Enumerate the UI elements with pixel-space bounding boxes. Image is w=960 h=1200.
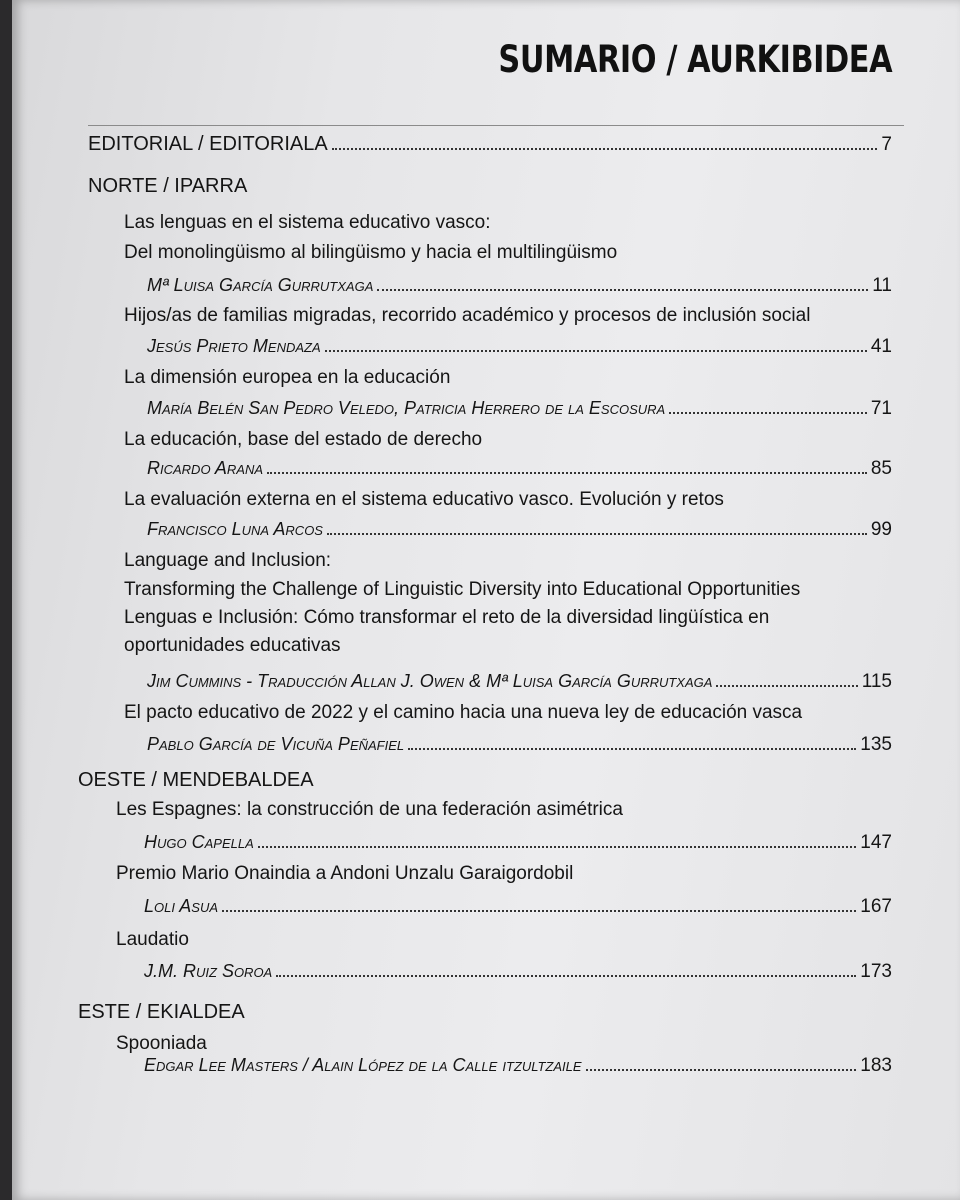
author-name: J.M. Ruiz Soroa	[144, 961, 273, 981]
toc-title	[116, 862, 573, 886]
toc-entry-author[interactable]	[144, 894, 892, 919]
toc-title	[124, 304, 810, 328]
title-text: El pacto educativo de 2022 y el camino hacia una nueva ley de educación vasca	[124, 702, 803, 723]
dot-leader	[408, 748, 856, 750]
section-heading-label: OESTE / MENDEBALDEA	[78, 769, 314, 791]
title-text: La dimensión europea en la educación	[124, 367, 451, 388]
toc-entry-editorial[interactable]	[88, 132, 892, 157]
dot-leader	[258, 846, 857, 848]
page-number: 71	[870, 398, 892, 419]
dot-leader	[586, 1069, 857, 1071]
toc-entry-author[interactable]	[147, 517, 892, 542]
page-number: 183	[860, 1055, 892, 1076]
toc-title	[124, 211, 491, 235]
dot-leader	[377, 289, 868, 291]
toc-entry-author[interactable]	[147, 396, 892, 421]
dot-leader	[716, 685, 857, 687]
dot-leader	[276, 975, 856, 977]
page-number: 115	[861, 671, 892, 692]
title-text: Laudatio	[116, 929, 189, 950]
title-text: Language and Inclusion:	[124, 550, 332, 571]
title-text: Les Espagnes: la construcción de una federación asimétrica	[116, 799, 623, 820]
dot-leader	[267, 472, 867, 474]
page-number: 85	[870, 458, 892, 479]
title-text: La educación, base del estado de derecho	[124, 429, 483, 450]
page-number: 11	[872, 275, 892, 296]
title-divider	[88, 125, 904, 126]
page-number: 41	[870, 336, 892, 357]
dot-leader	[332, 148, 878, 150]
section-heading-oeste	[78, 768, 314, 792]
page-number: 7	[881, 134, 892, 155]
title-text: Hijos/as de familias migradas, recorrido académico y procesos de inclusión social	[124, 305, 811, 326]
dot-leader	[222, 910, 856, 912]
toc-title	[124, 578, 800, 602]
toc-title	[124, 634, 341, 658]
toc-entry-author[interactable]	[147, 456, 892, 481]
author-name: María Belén San Pedro Veledo, Patricia Herrero de la Escosura	[147, 398, 666, 418]
page-title: SUMARIO / AURKIBIDEA	[498, 38, 892, 81]
toc-entry-author[interactable]	[147, 334, 892, 359]
toc-title	[124, 549, 331, 573]
toc-title	[124, 366, 450, 390]
toc-entry-author[interactable]	[147, 273, 892, 298]
section-heading-label: NORTE / IPARRA	[88, 175, 248, 197]
toc-title	[116, 928, 189, 952]
title-text: La evaluación externa en el sistema educativo vasco. Evolución y retos	[124, 489, 724, 510]
title-text: Del monolingüismo al bilingüismo y hacia el multilingüismo	[124, 242, 618, 263]
author-name: Pablo García de Vicuña Peñafiel	[147, 734, 405, 754]
author-name: Jesús Prieto Mendaza	[147, 336, 321, 356]
author-name: Hugo Capella	[144, 832, 254, 852]
section-heading-norte	[88, 174, 247, 198]
author-name: Jim Cummins - Traducción Allan J. Owen & Mª Luisa García Gurrutxaga	[147, 671, 713, 691]
page-number: 99	[870, 519, 892, 540]
author-name: Edgar Lee Masters / Alain López de la Calle itzultzaile	[144, 1055, 582, 1075]
toc-entry-author[interactable]	[147, 669, 892, 694]
toc-title	[124, 241, 617, 265]
toc-title	[124, 488, 724, 512]
toc-title	[116, 798, 623, 822]
toc-entry-author[interactable]	[144, 1053, 892, 1078]
toc-title	[124, 428, 482, 452]
toc-entry-author[interactable]	[147, 732, 892, 757]
title-text: oportunidades educativas	[124, 635, 341, 656]
section-heading-label: ESTE / EKIALDEA	[78, 1001, 245, 1023]
title-text: Spooniada	[116, 1033, 207, 1054]
page-number: 167	[860, 896, 892, 917]
page-number: 135	[860, 734, 892, 755]
toc-entry-author[interactable]	[144, 959, 892, 984]
page-number: 173	[860, 961, 892, 982]
page-number: 147	[860, 832, 892, 853]
author-name: Ricardo Arana	[147, 458, 264, 478]
section-heading-este	[78, 1000, 245, 1024]
title-text: Transforming the Challenge of Linguistic Diversity into Educational Opportunities	[124, 579, 801, 600]
toc-title	[124, 701, 802, 725]
document-page	[12, 0, 960, 1200]
author-name: Francisco Luna Arcos	[147, 519, 323, 539]
dot-leader	[327, 533, 867, 535]
dot-leader	[669, 412, 867, 414]
author-name: Loli Asua	[144, 896, 219, 916]
title-text: Las lenguas en el sistema educativo vasco:	[124, 212, 491, 233]
author-name: Mª Luisa García Gurrutxaga	[147, 275, 374, 295]
section-heading: EDITORIAL / EDITORIALA	[88, 133, 328, 155]
title-text: Lenguas e Inclusión: Cómo transformar el reto de la diversidad lingüística en	[124, 607, 770, 628]
dot-leader	[325, 350, 867, 352]
toc-entry-author[interactable]	[144, 830, 892, 855]
title-text: Premio Mario Onaindia a Andoni Unzalu Garaigordobil	[116, 863, 574, 884]
toc-title	[124, 606, 769, 630]
